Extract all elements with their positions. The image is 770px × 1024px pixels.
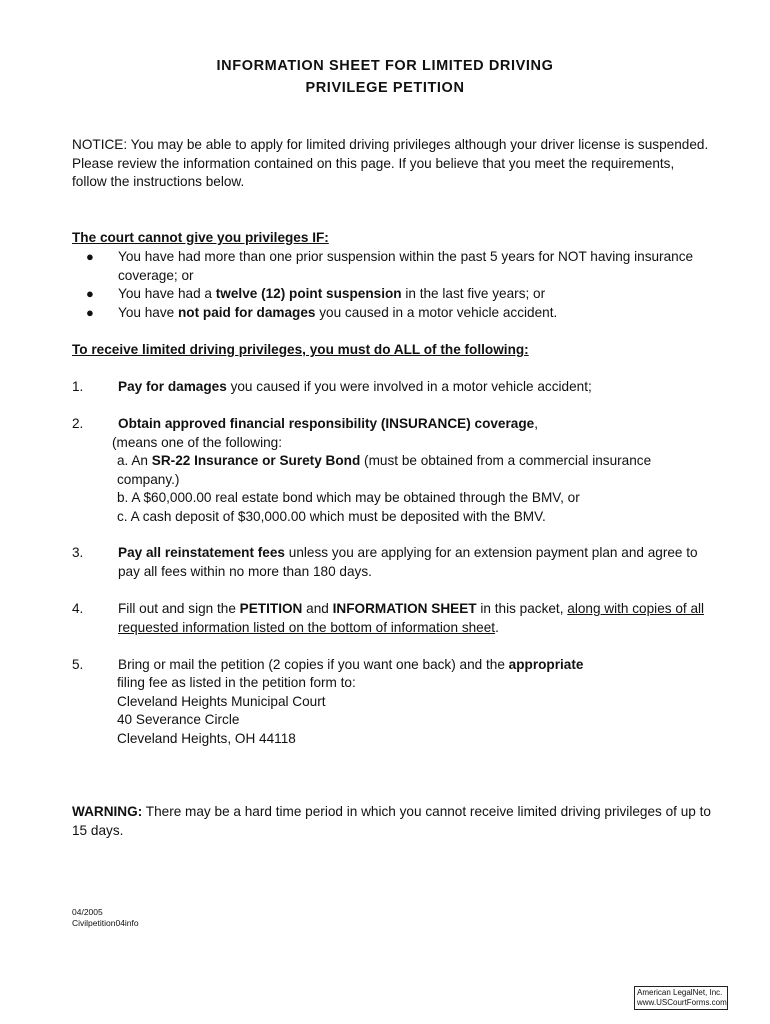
step-3-text: Pay all reinstatement fees unless you are applying for an extension payment plan and agree to pay all fees within no more than 180 days.	[118, 545, 698, 579]
step-2-means: (means one of the following:	[112, 435, 283, 450]
step-4-text: Fill out and sign the PETITION and INFORMATION SHEET in this packet, along with copies of all requested information listed on the bottom of information sheet.	[118, 601, 705, 635]
step-2-option-a: a. An SR-22 Insurance or Surety Bond (must be obtained from a commercial insurance company.)	[117, 453, 652, 487]
document-title-line-1: INFORMATION SHEET FOR LIMITED DRIVING	[216, 58, 554, 74]
step-2-text: Obtain approved financial responsibility (INSURANCE) coverage,	[118, 416, 538, 431]
footer-form-code: Civilpetition04info	[72, 918, 139, 928]
bullet-icon: ●	[86, 305, 94, 320]
receive-header: To receive limited driving privileges, you must do ALL of the following:	[72, 342, 529, 357]
step-number: 4.	[72, 601, 84, 616]
step-number: 1.	[72, 379, 84, 394]
cannot-item-3-text: You have not paid for damages you caused in a motor vehicle accident.	[118, 305, 558, 320]
bullet-icon: ●	[86, 286, 94, 301]
cannot-header: The court cannot give you privileges IF:	[72, 230, 329, 245]
step-2-option-b: b. A $60,000.00 real estate bond which may be obtained through the BMV, or	[117, 490, 580, 505]
warning-label: WARNING:	[72, 804, 143, 819]
court-street: 40 Severance Circle	[117, 712, 240, 727]
step-2-option-c: c. A cash deposit of $30,000.00 which must be deposited with the BMV.	[117, 509, 546, 524]
step-5-fee-line: filing fee as listed in the petition form to:	[117, 675, 356, 690]
publisher-name: American LegalNet, Inc.	[637, 988, 723, 997]
publisher-url: www.USCourtForms.com	[637, 998, 727, 1007]
step-number: 5.	[72, 657, 84, 672]
step-5-text: Bring or mail the petition (2 copies if you want one back) and the appropriate	[118, 657, 584, 672]
warning-paragraph: WARNING: There may be a hard time period in which you cannot receive limited driving privileges of up to 15 days.	[72, 804, 711, 838]
document-title-line-2: PRIVILEGE PETITION	[305, 80, 465, 96]
court-city: Cleveland Heights, OH 44118	[117, 731, 296, 746]
step-1-text: Pay for damages you caused if you were involved in a motor vehicle accident;	[118, 379, 592, 394]
step-number: 3.	[72, 545, 84, 560]
notice-paragraph: NOTICE: You may be able to apply for limited driving privileges although your driver license is suspended. Please review the information contained on this page. If you believe that you meet the requirements, follow the instructions below.	[72, 137, 709, 190]
cannot-item-2-text: You have had a twelve (12) point suspension in the last five years; or	[118, 286, 546, 301]
footer-date: 04/2005	[72, 907, 103, 917]
step-number: 2.	[72, 416, 84, 431]
publisher-stamp	[634, 986, 728, 1010]
cannot-item-1-text: You have had more than one prior suspension within the past 5 years for NOT having insurance coverage; or	[118, 249, 694, 283]
bullet-icon: ●	[86, 249, 94, 264]
court-name: Cleveland Heights Municipal Court	[117, 694, 326, 709]
